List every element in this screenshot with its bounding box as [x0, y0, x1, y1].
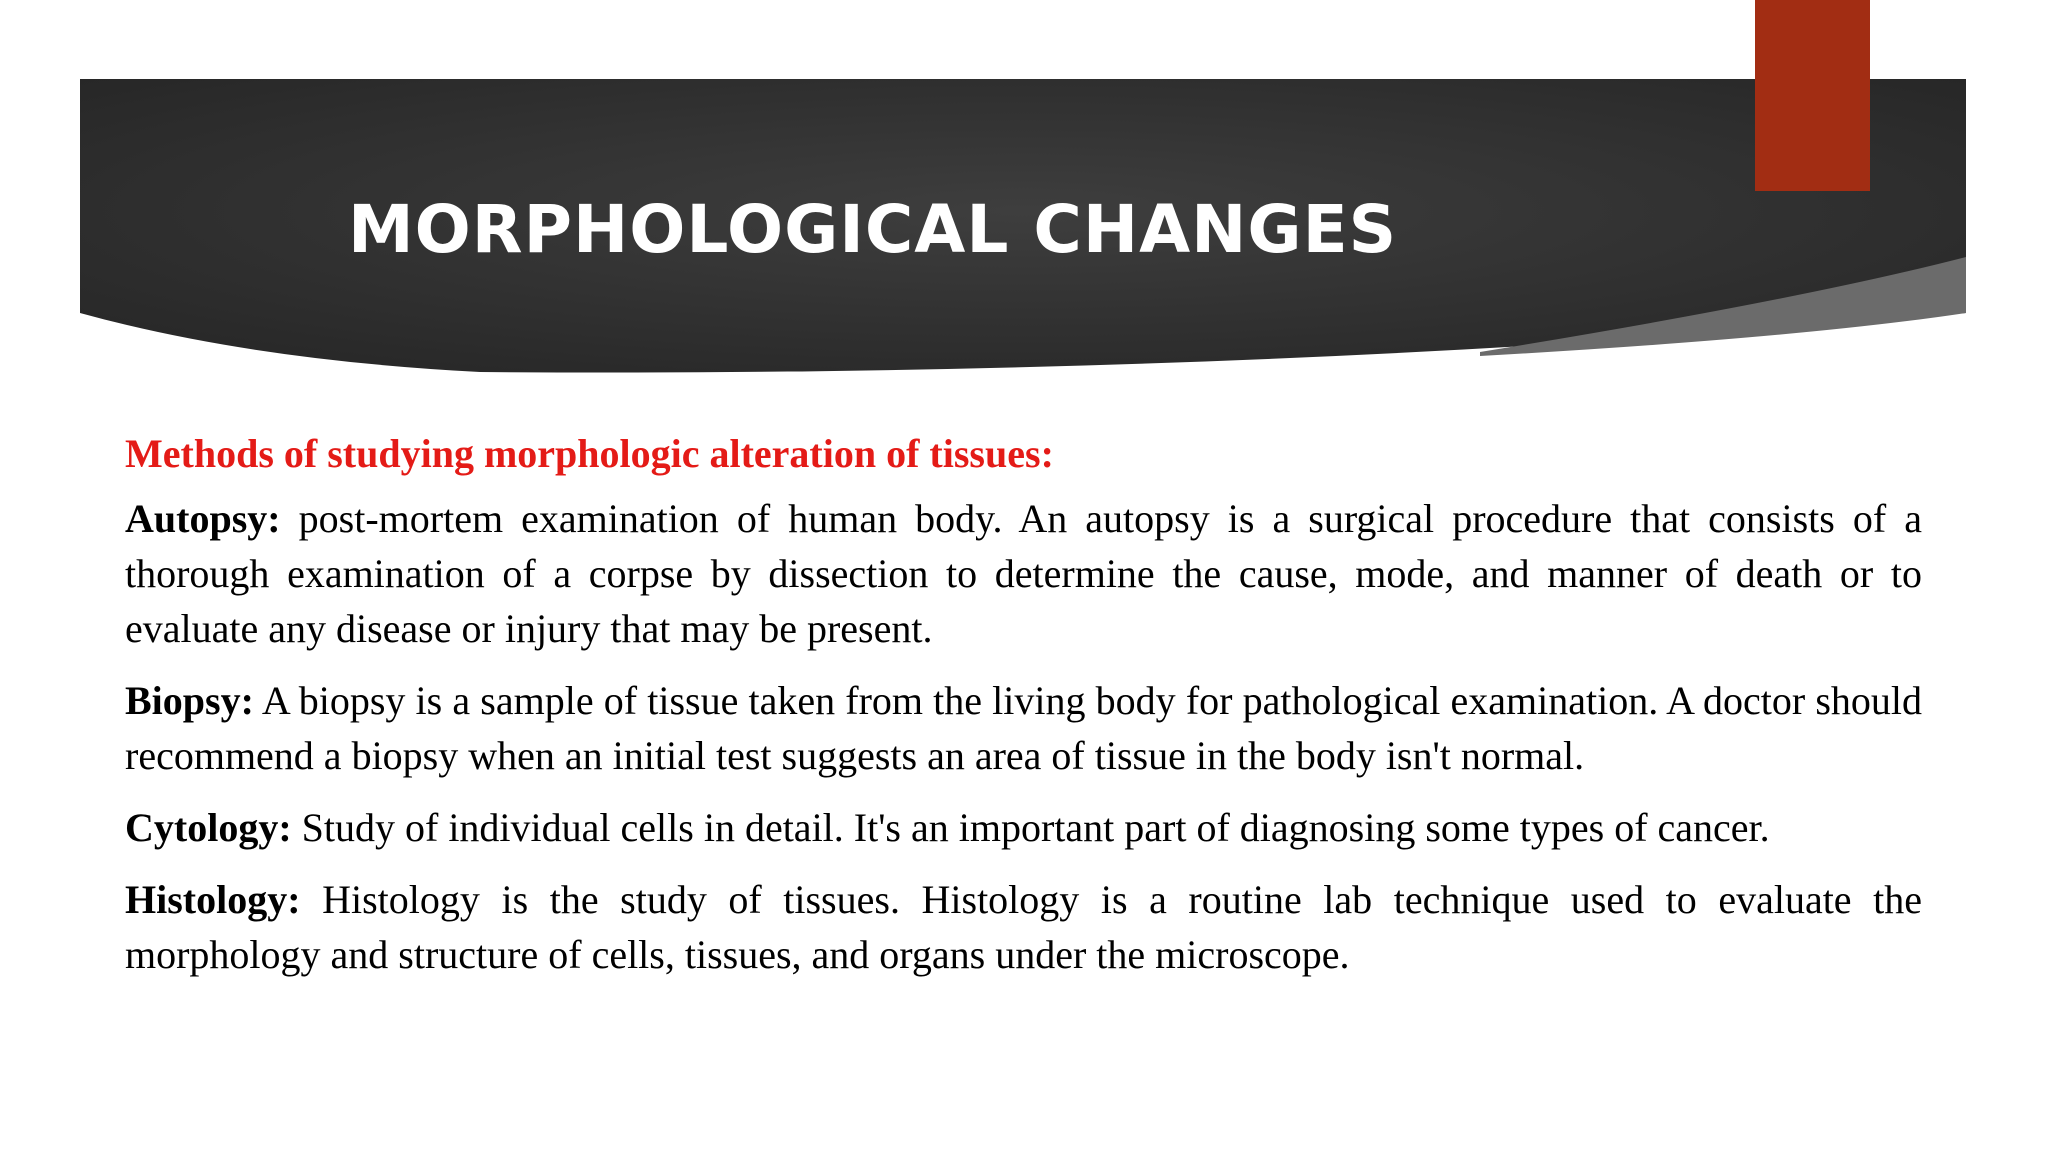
biopsy-text: A biopsy is a sample of tissue taken from the living body for pathological examination. A doctor should recommend a biopsy when an initial test suggests an area of tissue in the body isn't normal.	[125, 678, 1922, 778]
cytology-term: Cytology:	[125, 805, 292, 850]
section-heading: Methods of studying morphologic alteration of tissues:	[125, 431, 1054, 476]
histology-text: Histology is the study of tissues. Histology is a routine lab technique used to evaluate the morphology and structure of cells, tissues, and organs under the microscope.	[125, 877, 1922, 977]
accent-tab	[1755, 0, 1870, 191]
autopsy-text: post-mortem examination of human body. An autopsy is a surgical procedure that consists of a thorough examination of a corpse by dissection to determine the cause, mode, and manner of death or to evaluate any disease or injury that may be present.	[125, 496, 1922, 651]
cytology-paragraph	[125, 800, 1922, 855]
biopsy-term: Biopsy:	[125, 678, 254, 723]
histology-paragraph	[125, 872, 1922, 982]
cytology-text: Study of individual cells in detail. It's an important part of diagnosing some types of cancer.	[301, 805, 1770, 850]
slide-title: MORPHOLOGICAL CHANGES	[348, 191, 1398, 268]
autopsy-term: Autopsy:	[125, 496, 281, 541]
biopsy-paragraph	[125, 673, 1922, 783]
autopsy-paragraph	[125, 491, 1922, 656]
slide-content	[125, 425, 1922, 999]
histology-term: Histology:	[125, 877, 301, 922]
